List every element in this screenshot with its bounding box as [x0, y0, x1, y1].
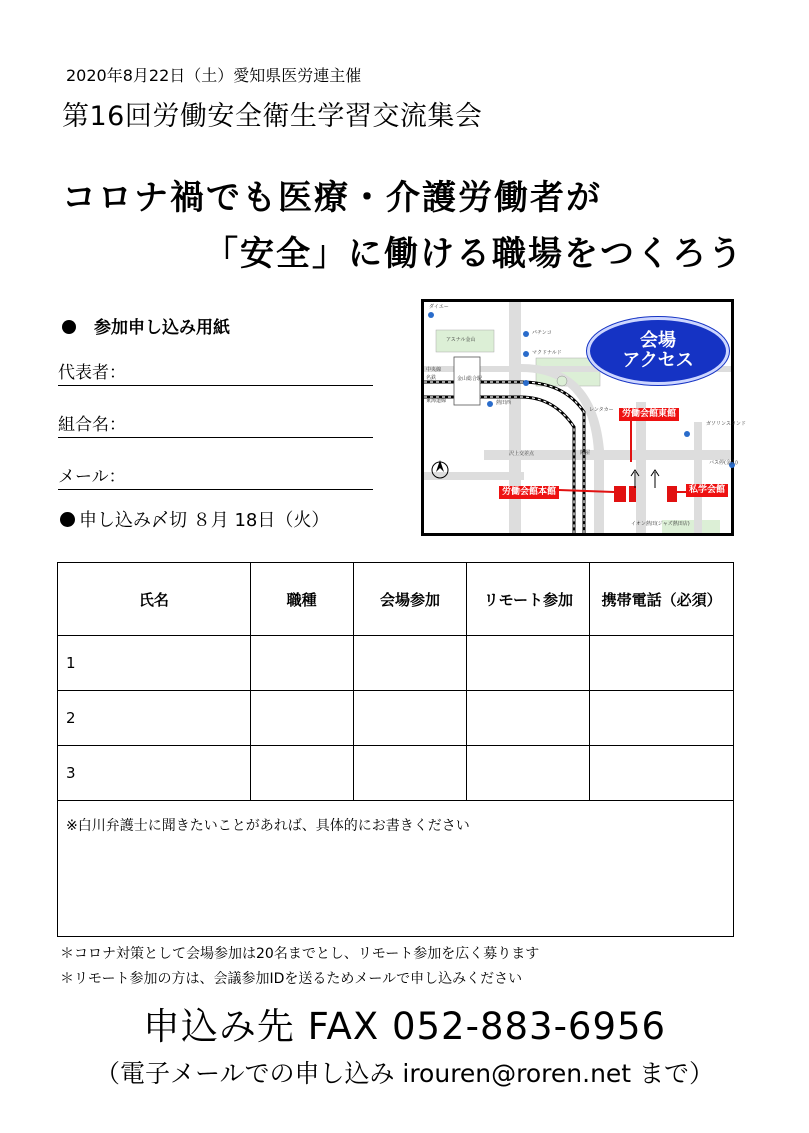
- column-header: 携帯電話（必須）: [590, 563, 734, 636]
- map-label: レンタカー: [589, 407, 614, 413]
- note-line: ＊コロナ対策として会場参加は20名までとし、リモート参加を広く募ります: [60, 946, 540, 962]
- table-cell[interactable]: [590, 691, 734, 746]
- bullet-icon: [60, 512, 75, 527]
- table-row: [58, 691, 734, 746]
- table-note-row: [58, 801, 734, 937]
- deadline-text: 申し込み〆切 ８月 18日（火）: [79, 510, 330, 531]
- map-label: パチンコ: [532, 330, 552, 336]
- table-cell[interactable]: [250, 746, 353, 801]
- registration-table: [57, 562, 734, 937]
- badge-line-2: アクセス: [622, 350, 694, 371]
- map-label: 金山総合駅: [457, 376, 483, 382]
- map-label: マクドナルド: [532, 350, 562, 356]
- fax-contact: 申込み先 FAX 052-883-6956: [142, 1005, 667, 1048]
- map-label: バス停(金山): [709, 460, 738, 466]
- date-line: 2020年8月22日（土）愛知県医労連主催: [66, 66, 362, 85]
- deadline: [60, 506, 329, 532]
- map-label: 熱田西: [496, 400, 512, 406]
- map-label: イオン熱田(ジャズ熱田店): [631, 521, 690, 527]
- form-title-text: 参加申し込み用紙: [94, 318, 230, 338]
- headline-line-1: コロナ禍でも医療・介護労働者が: [62, 178, 602, 218]
- table-header-row: [58, 563, 734, 636]
- table-cell[interactable]: [353, 691, 467, 746]
- table-cell[interactable]: [467, 636, 590, 691]
- notes: [60, 942, 539, 992]
- question-note-cell[interactable]: ※白川弁護士に聞きたいことがあれば、具体的にお書きください: [58, 801, 734, 937]
- building-label-east: 労働会館東館: [619, 408, 679, 421]
- building-label-private: 私学会館: [686, 484, 728, 497]
- table-cell[interactable]: [353, 746, 467, 801]
- row-number[interactable]: 3: [58, 746, 251, 801]
- map-label: ガソリンスタンド: [706, 421, 746, 427]
- union-name-field[interactable]: 組合名：: [58, 410, 373, 438]
- map-label: 陣屋: [580, 450, 591, 456]
- email-field[interactable]: メール：: [58, 462, 373, 490]
- row-number[interactable]: 1: [58, 636, 251, 691]
- representative-field[interactable]: 代表者：: [58, 358, 373, 386]
- map-label: 名鉄: [426, 375, 437, 381]
- note-line: ＊リモート参加の方は、会議参加IDを送るためメールで申し込みください: [60, 971, 523, 987]
- headline-line-2: 「安全」に働ける職場をつくろう: [204, 234, 744, 274]
- venue-access-badge: [587, 317, 729, 385]
- bullet-icon: [62, 320, 76, 334]
- event-title: 第16回労働安全衛生学習交流集会: [62, 101, 483, 132]
- map-label: 中央線: [426, 367, 442, 373]
- column-header: 氏名: [58, 563, 251, 636]
- table-cell[interactable]: [250, 636, 353, 691]
- badge-line-1: 会場: [640, 330, 676, 351]
- table-cell[interactable]: [353, 636, 467, 691]
- column-header: 会場参加: [353, 563, 467, 636]
- table-row: [58, 746, 734, 801]
- table-cell[interactable]: [467, 746, 590, 801]
- column-header: 職種: [250, 563, 353, 636]
- email-contact: （電子メールでの申し込み irouren@roren.net まで）: [94, 1059, 715, 1088]
- map-label: アスナル金山: [446, 337, 476, 343]
- table-cell[interactable]: [250, 691, 353, 746]
- form-title: [62, 313, 230, 338]
- access-map: [421, 299, 746, 536]
- row-number[interactable]: 2: [58, 691, 251, 746]
- table-row: [58, 636, 734, 691]
- column-header: リモート参加: [467, 563, 590, 636]
- map-label: 東海道線: [426, 398, 447, 404]
- map-label: 沢上交差点: [509, 451, 535, 457]
- table-cell[interactable]: [590, 746, 734, 801]
- table-cell[interactable]: [590, 636, 734, 691]
- table-cell[interactable]: [467, 691, 590, 746]
- map-label: ダイエー: [429, 304, 449, 310]
- building-label-main: 労働会館本館: [499, 486, 559, 499]
